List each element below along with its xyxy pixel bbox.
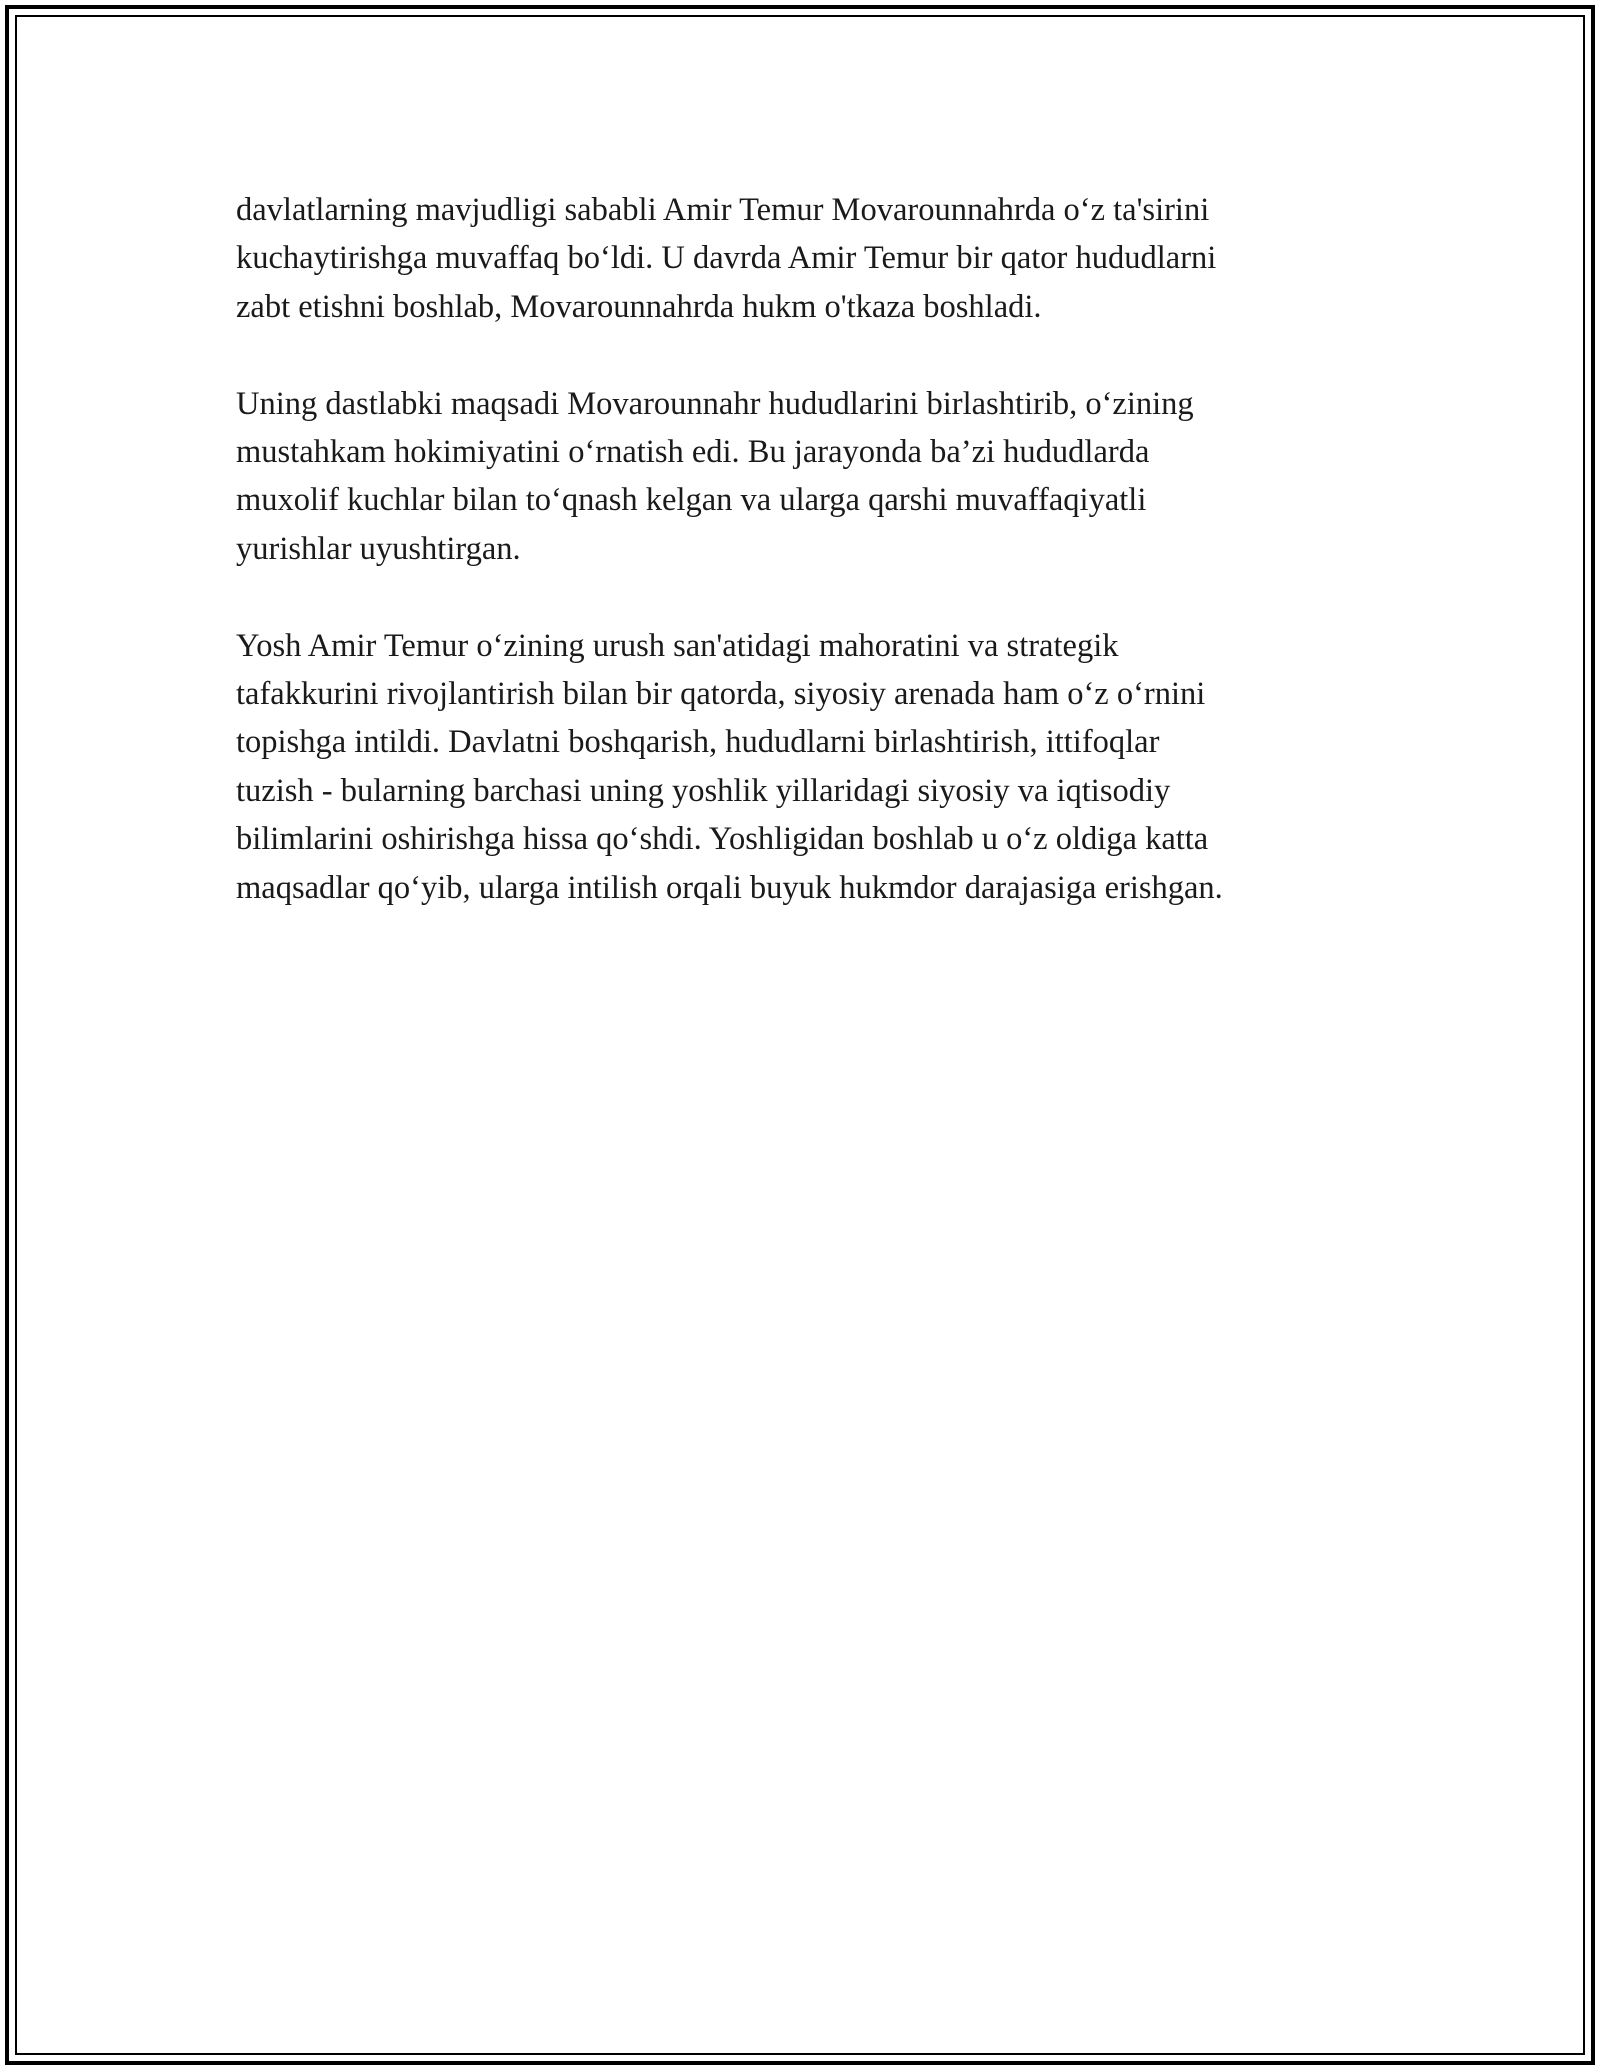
text-line: davlatlarning mavjudligi sababli Amir Temur Movarounnahrda o‘z ta'sirini [236,192,1210,228]
text-line: tafakkurini rivojlantirish bilan bir qatorda, siyosiy arenada ham o‘z o‘rnini [236,676,1206,713]
text-line: topishga intildi. Davlatni boshqarish, hududlarni birlashtirish, ittifoqlar [236,724,1160,761]
text-line: kuchaytirishga muvaffaq bo‘ldi. U davrda Amir Temur bir qator hududlarni [236,240,1217,277]
text-line: mustahkam hokimiyatini o‘rnatish edi. Bu jarayonda ba’zi hududlarda [236,434,1150,471]
paragraph-3 [236,622,1366,912]
text-line: zabt etishni boshlab, Movarounnahrda hukm o'tkaza boshladi. [236,288,1042,325]
text-line: Yosh Amir Temur o‘zining urush san'atidagi mahoratini va strategik [236,627,1119,664]
text-line: maqsadlar qo‘yib, ularga intilish orqali buyuk hukmdor darajasiga erishgan. [236,869,1223,906]
text-line: tuzish - bularning barchasi uning yoshlik yillaridagi siyosiy va iqtisodiy [236,772,1171,809]
document-body [236,186,1366,960]
text-line: yurishlar uyushtirgan. [236,530,521,567]
text-line: Uning dastlabki maqsadi Movarounnahr hududlarini birlashtirib, o‘zining [236,385,1194,422]
paragraph-1 [236,186,1366,331]
text-line: bilimlarini oshirishga hissa qo‘shdi. Yoshligidan boshlab u o‘z oldiga katta [236,821,1209,858]
text-line: muxolif kuchlar bilan to‘qnash kelgan va ularga qarshi muvaffaqiyatli [236,482,1147,519]
paragraph-2 [236,380,1366,574]
